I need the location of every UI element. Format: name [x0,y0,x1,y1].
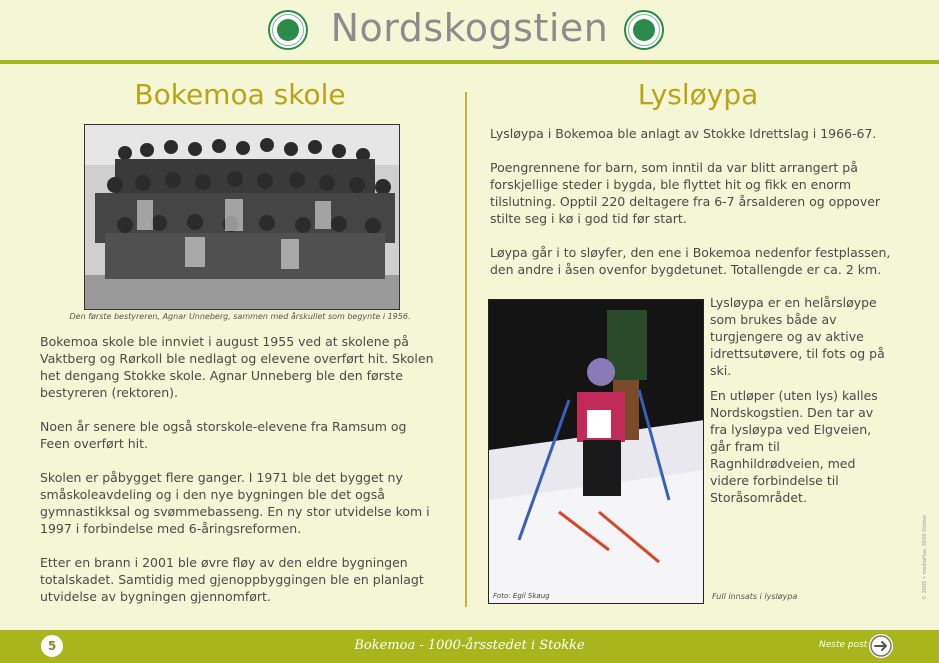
section-heading-trail: Lysløypa [637,78,759,111]
paragraph: Poengrennene for barn, som inntil da var blitt arrangert på forskjellige steder i bygda, ble flyttet hit og fikk en enorm tilslutning. Opptil 220 deltagere fra 6-7 årsalderen og oppover stilte seg i kø i god tid før start. [490,160,881,226]
paragraph: Etter en brann i 2001 ble øvre fløy av den eldre bygningen totalskadet. Samtidig med gjenoppbyggingen ble en planlagt utvidelse av bygningen gjennomført. [40,555,424,604]
paragraph: Bokemoa skole ble innviet i august 1955 ved at skolene på Vaktberg og Rørkoll ble nedlagt og elevene overført hit. Skolen het dengang Stokke skole. Agnar Unneberg ble den første bestyreren (rektoren). [40,334,434,400]
next-post-button[interactable] [869,634,893,658]
section-heading-school: Bokemoa skole [134,78,346,111]
page-header [0,0,939,62]
paragraph: Skolen er påbygget flere ganger. I 1971 ble det bygget ny småskoleavdeling og i den nye bygningen ble det også gymnastikksal og svømmebasseng. En ny stor utvidelse kom i 1997 i forbindelse med 6-åringsreformen. [40,470,430,536]
photo-credit: Foto: Egil Skaug [493,592,550,600]
arrow-right-icon [869,634,893,658]
paragraph: Løypa går i to sløyfer, den ene i Bokemoa nedenfor festplassen, den andre i åsen ovenfor bygdetunet. Totallengde er ca. 2 km. [490,245,891,277]
page-number: 5 [41,635,63,657]
right-column [488,78,908,601]
school-class-photo [84,124,400,310]
club-emblem-icon [624,10,664,50]
trail-text [490,125,900,295]
header-divider [0,60,939,64]
paragraph: Noen år senere ble også storskole-elevene fra Ramsum og Feen overført hit. [40,419,407,451]
school-text [40,333,440,622]
left-column [40,78,440,604]
school-photo-caption: Den første bestyreren, Agnar Unneberg, sammen med årskullet som begynte i 1956. [69,312,411,321]
footer-title: Bokemoa - 1000-årsstedet i Stokke [354,638,585,653]
paragraph: Lysløypa i Bokemoa ble anlagt av Stokke Idrettslag i 1966-67. [490,126,877,141]
skier-photo [488,299,704,604]
paragraph: En utløper (uten lys) kalles Nordskogstien. Den tar av fra lysløypa ved Elgveien, går fram til Ragnhildrødveien, med videre forbindelse til Storåsområdet. [710,388,878,505]
page-title: Nordskogstien [330,6,609,50]
copyright-notice: © 2005 • mediaHus, 3820 Stokke [922,515,928,600]
next-post-label[interactable]: Neste post [819,640,868,650]
skier-photo-caption: Full innsats i lysløypa [712,592,798,601]
trail-side-text [710,294,890,514]
page-footer [0,630,939,663]
column-divider [465,92,467,607]
paragraph: Lysløypa er en helårsløype som brukes både av turgjengere og av aktive idrettsutøvere, til fots og på ski. [710,295,885,378]
